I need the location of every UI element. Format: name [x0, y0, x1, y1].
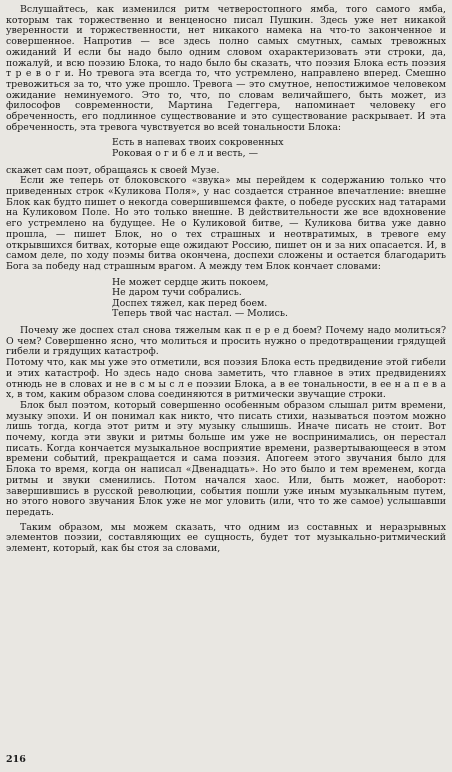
body-paragraph: Вслушайтесь, как изменился ритм четверостопного ямба, того самого ямба, которым так торжественно и венценосно писал Пушкин. Здесь уже нет никакой уверенности и торжественности, нет никакого намека на что-то законченное и совершенное. Напротив — все здесь полно самых смутных, самых тревожных ожиданий И если бы надо было одним словом охарактеризовать эти строки, да, пожалуй, и всю поэзию Блока, то надо было бы сказать, что поэзия Блока есть поэзия т р е в о г и. Но тревога эта всегда то, что устремлено, направлено вперед. Смешно тревожиться за то, что уже прошло. Тревога — это смутное, непостижимое человеком ожидание неминуемого. Это то, что, по словам величайшего, быть может, из философов современности, Мартина Гедеггера, напоминает человеку его обреченность, его подлинное существование и это существование раскрывает. И эта обреченность, эта тревога чувствуется во всей тональности Блока: — [6, 4, 446, 133]
verse-line: Есть в напевах твоих сокровенных — [112, 137, 284, 149]
verse-line: Роковая о г и б е л и весть, — — [112, 148, 258, 160]
verse-line: Доспех тяжел, как перед боем. — [112, 297, 268, 309]
verse-quote — [112, 138, 446, 159]
verse-line: Теперь твой час настал. — Молись. — [112, 308, 288, 320]
verse-line: Не может сердце жить покоем, — [112, 276, 269, 288]
page-number: 216 — [6, 754, 26, 765]
body-paragraph: Блок был поэтом, который совершенно особенным образом слышал ритм времени, музыку эпохи. И он понимал как никто, что писать стихи, называться поэтом можно лишь тогда, когда этот ритм и эту музыку слышишь. Иначе писать не стоит. Вот почему, когда эти звуки и ритмы больше им уже не воспринимались, он перестал писать. Когда кончается музыкальное восприятие времени, развертывающееся в этом времени событий, прекращается и сама поэзия. Апогеем этого звучания было для Блока то время, когда он написал «Двенадцать». Но это было и тем временем, когда ритмы и звуки сменились. Потом начался хаос. Или, быть может, наоборот: завершившись в русской революции, события пошли уже иным музыкальным путем, но этого нового звучания Блок уже не мог уловить (или, что то же самое) услышавши передать. — [6, 399, 446, 518]
body-paragraph: Потому что, как мы уже это отметили, вся поэзия Блока есть предвидение этой гибели и этих катастроф. Но здесь надо снова заметить, что главное в этих предвидениях отнюдь не в словах и не в с м ы с л е поэзии Блока, а в ее тональности, в ее н а п е в а х, в том, каким образом слова соединяются в ритмически звучащие строки. — [6, 357, 446, 401]
verse-quote — [112, 278, 446, 320]
verse-line: Не даром тучи собрались. — [112, 287, 242, 299]
body-paragraph: Таким образом, мы можем сказать, что одним из составных и неразрывных элементов поэзии, составляющих ее сущность, будет тот музыкально-ритмический элемент, который, как бы стоя за словами, — [6, 521, 446, 555]
body-paragraph-continuation: скажет сам поэт, обращаясь к своей Музе. — [6, 164, 220, 176]
body-paragraph: Если же теперь от блоковского «звука» мы перейдем к содержанию только что приведенных строк «Куликова Поля», у нас создается странное впечатление: внешне Блок как будто пишет о некогда совершившемся факте, о победе русских над татарами на Куликовом Поле. Но это только внешне. В действительности же все вдохновение его устремлено на будущее. Не о Куликовой битве, — Куликова битва уже давно прошла, — пишет Блок, но о тех страшных и неотвратимых, в тревоге ему открывшихся битвах, которые еще ожидают Россию, пишет он и за них опасается. И, в самом деле, по ходу поэмы битва окончена, доспехи сложены и остается благодарить Бога за победу над страшным врагом. А между тем Блок кончает словами: — [6, 175, 446, 272]
body-paragraph: Почему же доспех стал снова тяжелым как п е р е д боем? Почему надо молиться? О чем? Совершенно ясно, что молиться и просить нужно о предотвращении грядущей гибели и грядущих катастроф. — [6, 325, 446, 358]
